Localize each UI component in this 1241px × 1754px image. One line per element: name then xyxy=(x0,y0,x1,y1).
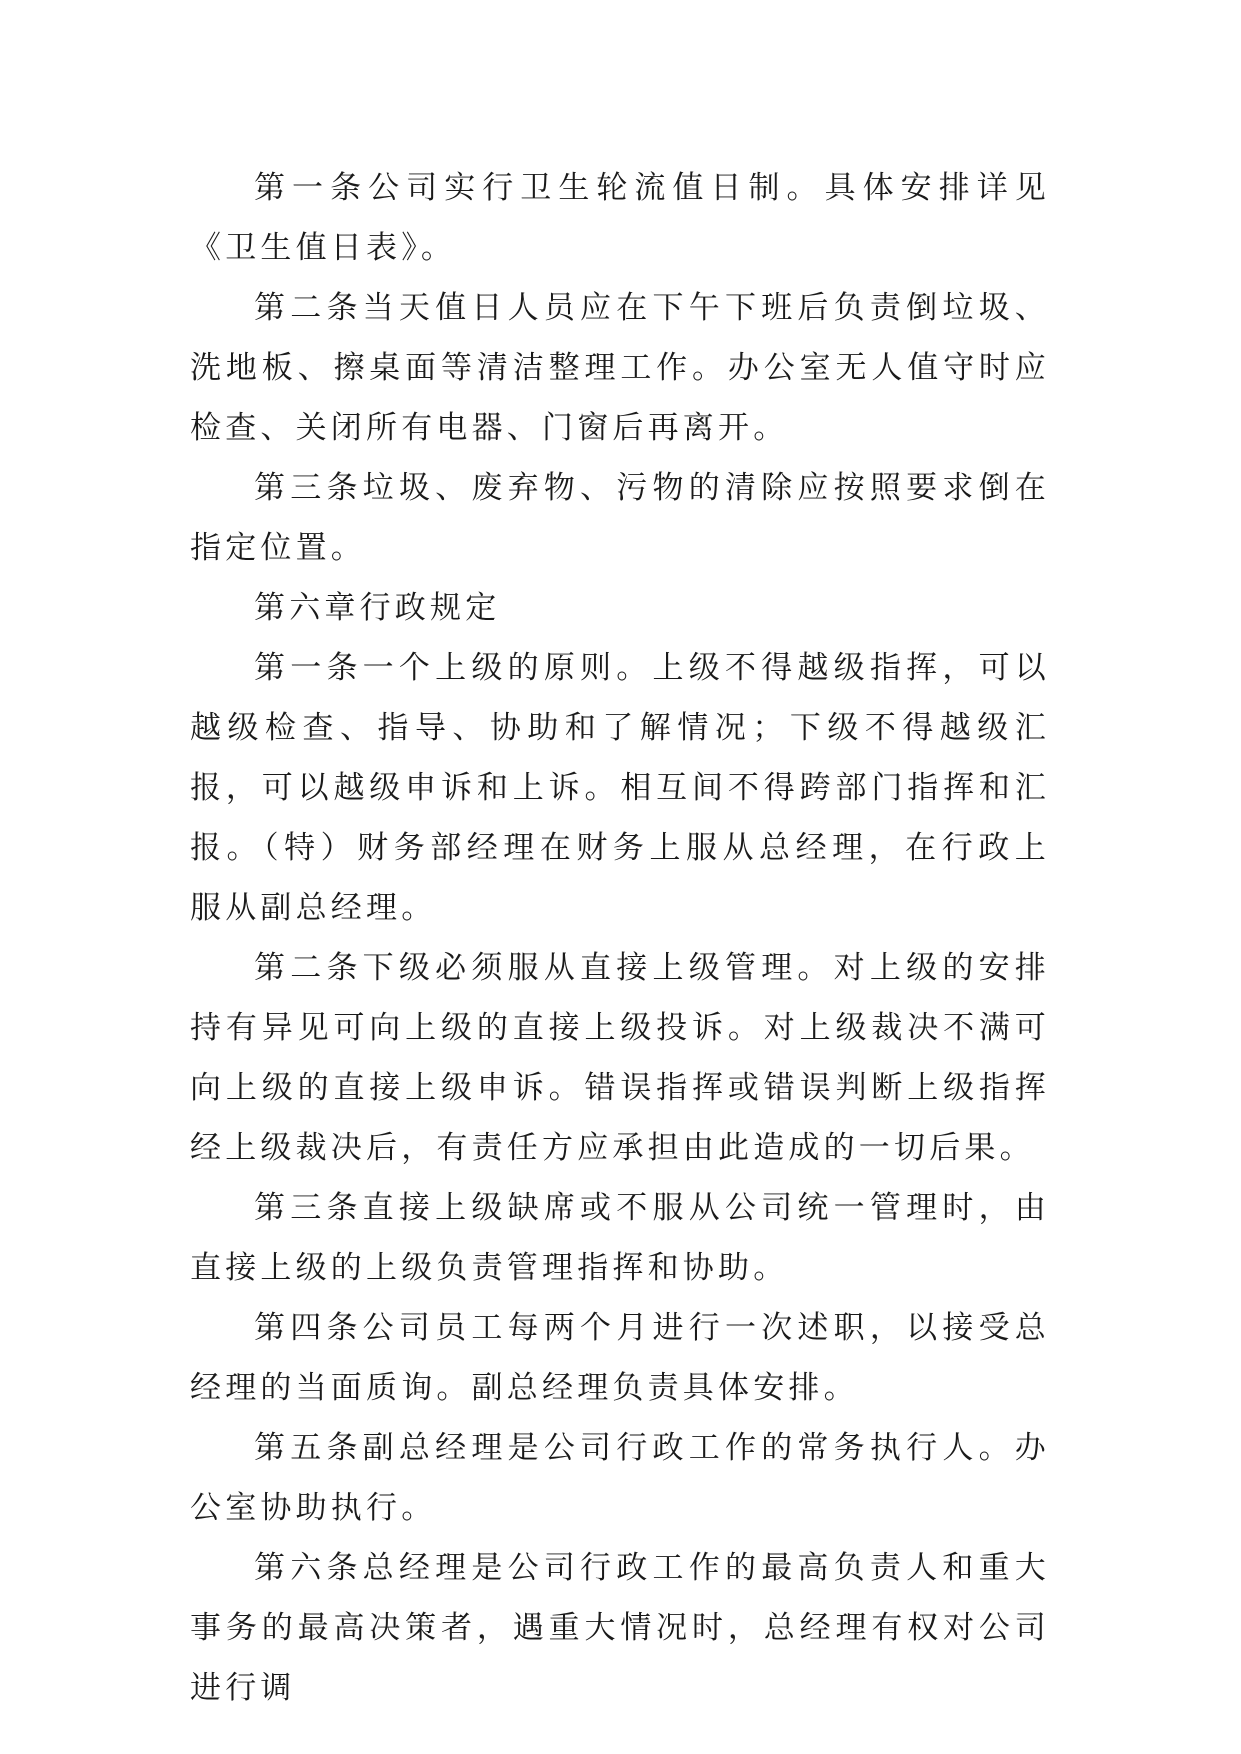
paragraph-article-1-duty-roster: 第一条公司实行卫生轮流值日制。具体安排详见《卫生值日表》。 xyxy=(190,170,1050,266)
document-body xyxy=(190,158,1050,1718)
paragraph-article-1-single-superior: 第一条一个上级的原则。上级不得越级指挥，可以越级检查、指导、协助和了解情况；下级不得越级汇报，可以越级申诉和上诉。相互间不得跨部门指挥和汇报。（特）财务部经理在财务上服从总经理，在行政上服从副总经理。 xyxy=(190,650,1050,926)
chapter-heading-administrative-rules: 第六章行政规定 xyxy=(254,590,501,626)
paragraph-article-2-cleaning-duty: 第二条当天值日人员应在下午下班后负责倒垃圾、洗地板、擦桌面等清洁整理工作。办公室无人值守时应检查、关闭所有电器、门窗后再离开。 xyxy=(190,290,1050,446)
paragraph-article-6-general-manager: 第六条总经理是公司行政工作的最高负责人和重大事务的最高决策者，遇重大情况时，总经理有权对公司进行调 xyxy=(190,1550,1050,1706)
paragraph-article-4-work-report: 第四条公司员工每两个月进行一次述职，以接受总经理的当面质询。副总经理负责具体安排。 xyxy=(190,1310,1050,1406)
paragraph-article-3-waste-disposal: 第三条垃圾、废弃物、污物的清除应按照要求倒在指定位置。 xyxy=(190,470,1050,566)
paragraph-article-5-deputy-gm: 第五条副总经理是公司行政工作的常务执行人。办公室协助执行。 xyxy=(190,1430,1050,1526)
paragraph-article-3-absent-superior: 第三条直接上级缺席或不服从公司统一管理时，由直接上级的上级负责管理指挥和协助。 xyxy=(190,1190,1050,1286)
paragraph-article-2-obey-superior: 第二条下级必须服从直接上级管理。对上级的安排持有异见可向上级的直接上级投诉。对上级裁决不满可向上级的直接上级申诉。错误指挥或错误判断上级指挥经上级裁决后，有责任方应承担由此造成的一切后果。 xyxy=(190,950,1050,1166)
